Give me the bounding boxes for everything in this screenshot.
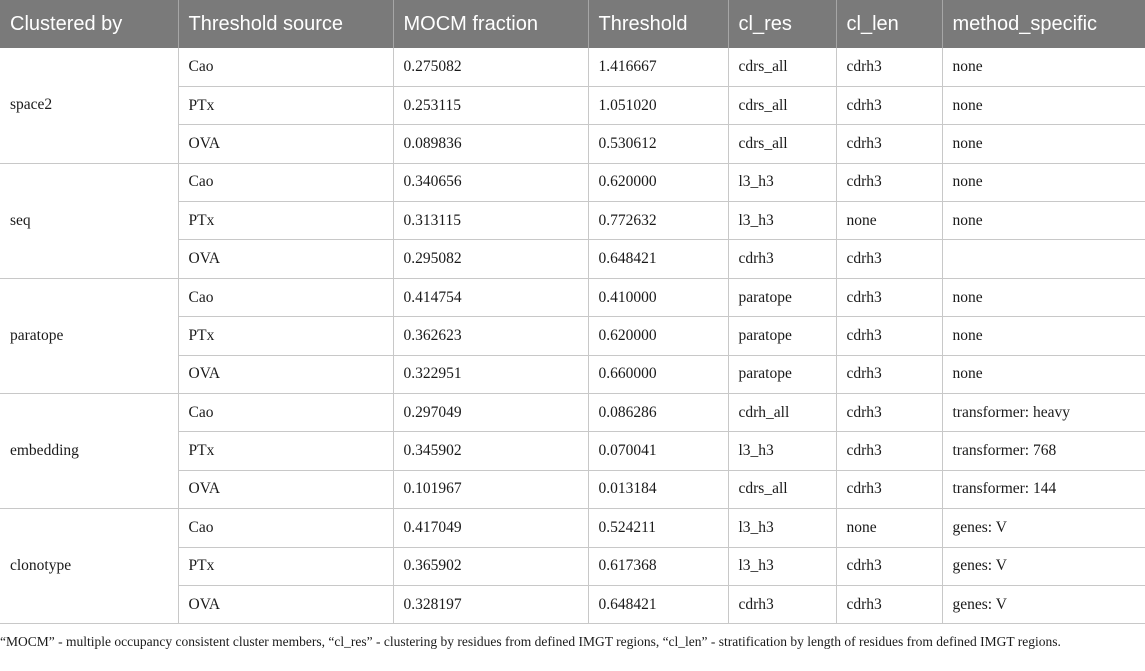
mocm-fraction-cell: 0.322951 — [393, 355, 588, 393]
cl-len-cell: cdrh3 — [836, 394, 942, 432]
method-specific-cell: transformer: heavy — [942, 394, 1145, 432]
cl-len-cell: cdrh3 — [836, 547, 942, 585]
mocm-fraction-cell: 0.345902 — [393, 432, 588, 470]
cl-res-cell: paratope — [728, 355, 836, 393]
cl-res-cell: cdrs_all — [728, 86, 836, 124]
header-clustered-by: Clustered by — [0, 0, 178, 48]
cl-len-cell: cdrh3 — [836, 470, 942, 508]
cl-len-cell: cdrh3 — [836, 432, 942, 470]
cl-res-cell: l3_h3 — [728, 547, 836, 585]
clustered-by-cell: paratope — [0, 278, 178, 393]
threshold-cell: 1.051020 — [588, 86, 728, 124]
threshold-source-cell: PTx — [178, 317, 393, 355]
table-footnote: “MOCM” - multiple occupancy consistent cluster members, “cl_res” - clustering by residues from defined IMGT regions, “cl_len” - stratification by length of residues from defined IMGT regions. — [0, 634, 1061, 649]
mocm-fraction-cell: 0.328197 — [393, 585, 588, 623]
method-specific-cell: none — [942, 278, 1145, 316]
threshold-source-cell: PTx — [178, 202, 393, 240]
mocm-fraction-cell: 0.275082 — [393, 48, 588, 86]
header-row — [0, 0, 1145, 48]
mocm-fraction-cell: 0.101967 — [393, 470, 588, 508]
method-specific-cell: genes: V — [942, 547, 1145, 585]
threshold-cell: 0.617368 — [588, 547, 728, 585]
threshold-cell: 0.648421 — [588, 240, 728, 278]
method-specific-cell: none — [942, 317, 1145, 355]
threshold-source-cell: OVA — [178, 355, 393, 393]
cl-len-cell: cdrh3 — [836, 355, 942, 393]
header-threshold-source: Threshold source — [178, 0, 393, 48]
cl-res-cell: l3_h3 — [728, 509, 836, 547]
threshold-source-cell: Cao — [178, 394, 393, 432]
cl-res-cell: l3_h3 — [728, 163, 836, 201]
cl-len-cell: none — [836, 509, 942, 547]
method-specific-cell: none — [942, 48, 1145, 86]
mocm-fraction-cell: 0.089836 — [393, 125, 588, 163]
mocm-fraction-cell: 0.414754 — [393, 278, 588, 316]
threshold-cell: 0.772632 — [588, 202, 728, 240]
threshold-source-cell: PTx — [178, 547, 393, 585]
header-method-specific: method_specific — [942, 0, 1145, 48]
cl-len-cell: cdrh3 — [836, 317, 942, 355]
method-specific-cell: genes: V — [942, 509, 1145, 547]
clustered-by-cell: seq — [0, 163, 178, 278]
threshold-source-cell: OVA — [178, 240, 393, 278]
cl-res-cell: l3_h3 — [728, 202, 836, 240]
threshold-source-cell: Cao — [178, 278, 393, 316]
header-cl-res: cl_res — [728, 0, 836, 48]
method-specific-cell — [942, 240, 1145, 278]
table-row — [0, 48, 1145, 86]
mocm-fraction-cell: 0.295082 — [393, 240, 588, 278]
header-threshold: Threshold — [588, 0, 728, 48]
cl-res-cell: cdrh3 — [728, 240, 836, 278]
mocm-fraction-cell: 0.253115 — [393, 86, 588, 124]
mocm-fraction-cell: 0.297049 — [393, 394, 588, 432]
method-specific-cell: transformer: 144 — [942, 470, 1145, 508]
header-mocm-fraction: MOCM fraction — [393, 0, 588, 48]
cl-res-cell: cdrs_all — [728, 48, 836, 86]
threshold-source-cell: Cao — [178, 163, 393, 201]
threshold-cell: 1.416667 — [588, 48, 728, 86]
table-row — [0, 509, 1145, 547]
threshold-cell: 0.410000 — [588, 278, 728, 316]
method-specific-cell: transformer: 768 — [942, 432, 1145, 470]
threshold-cell: 0.660000 — [588, 355, 728, 393]
clustered-by-cell: space2 — [0, 48, 178, 163]
method-specific-cell: genes: V — [942, 585, 1145, 623]
table-body — [0, 48, 1145, 624]
threshold-cell: 0.070041 — [588, 432, 728, 470]
threshold-source-cell: PTx — [178, 432, 393, 470]
cl-len-cell: cdrh3 — [836, 125, 942, 163]
header-cl-len: cl_len — [836, 0, 942, 48]
cl-len-cell: cdrh3 — [836, 240, 942, 278]
cl-len-cell: cdrh3 — [836, 86, 942, 124]
clustered-by-cell: clonotype — [0, 509, 178, 624]
threshold-cell: 0.013184 — [588, 470, 728, 508]
threshold-source-cell: Cao — [178, 509, 393, 547]
cl-res-cell: cdrh_all — [728, 394, 836, 432]
cl-len-cell: cdrh3 — [836, 278, 942, 316]
table-row — [0, 394, 1145, 432]
threshold-source-cell: OVA — [178, 470, 393, 508]
cl-len-cell: cdrh3 — [836, 163, 942, 201]
method-specific-cell: none — [942, 355, 1145, 393]
cl-res-cell: cdrs_all — [728, 125, 836, 163]
method-specific-cell: none — [942, 86, 1145, 124]
cl-len-cell: none — [836, 202, 942, 240]
method-specific-cell: none — [942, 202, 1145, 240]
cl-res-cell: paratope — [728, 278, 836, 316]
threshold-cell: 0.524211 — [588, 509, 728, 547]
method-specific-cell: none — [942, 163, 1145, 201]
threshold-source-cell: OVA — [178, 585, 393, 623]
threshold-cell: 0.086286 — [588, 394, 728, 432]
threshold-source-cell: Cao — [178, 48, 393, 86]
mocm-fraction-cell: 0.340656 — [393, 163, 588, 201]
threshold-cell: 0.620000 — [588, 317, 728, 355]
threshold-source-cell: PTx — [178, 86, 393, 124]
cl-len-cell: cdrh3 — [836, 48, 942, 86]
cl-res-cell: l3_h3 — [728, 432, 836, 470]
threshold-cell: 0.530612 — [588, 125, 728, 163]
threshold-cell: 0.648421 — [588, 585, 728, 623]
threshold-cell: 0.620000 — [588, 163, 728, 201]
mocm-fraction-cell: 0.365902 — [393, 547, 588, 585]
mocm-fraction-cell: 0.313115 — [393, 202, 588, 240]
cl-res-cell: cdrs_all — [728, 470, 836, 508]
cl-res-cell: cdrh3 — [728, 585, 836, 623]
mocm-fraction-cell: 0.362623 — [393, 317, 588, 355]
method-specific-cell: none — [942, 125, 1145, 163]
cl-len-cell: cdrh3 — [836, 585, 942, 623]
table-row — [0, 278, 1145, 316]
mocm-fraction-cell: 0.417049 — [393, 509, 588, 547]
cl-res-cell: paratope — [728, 317, 836, 355]
clustered-by-cell: embedding — [0, 394, 178, 509]
table-row — [0, 163, 1145, 201]
threshold-source-cell: OVA — [178, 125, 393, 163]
